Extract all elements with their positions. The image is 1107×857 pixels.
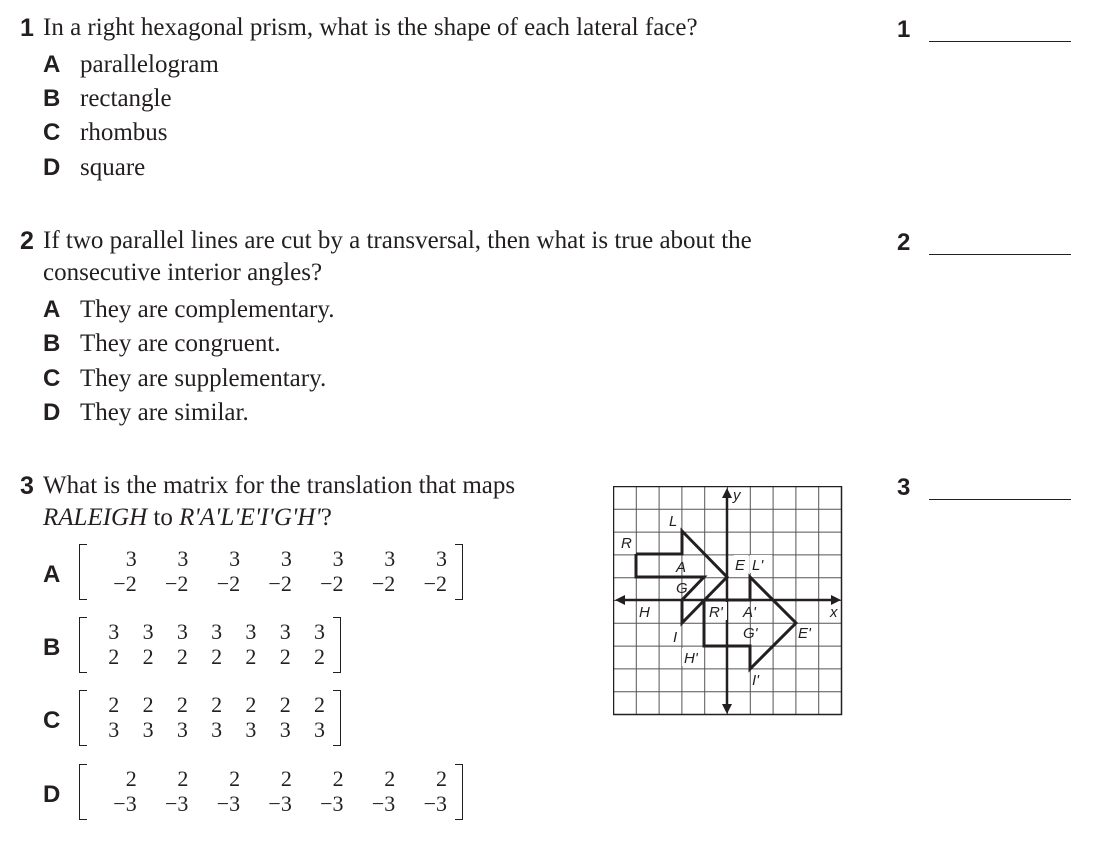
matrix-cell: 2 [384,766,396,791]
question-3-stem-line-2: RALEIGH to R'A'L'E'I'G'H'? [43,504,332,531]
q2-option-a[interactable]: A They are complementary. [43,296,335,323]
matrix-cell: 2 [245,644,257,669]
y-axis-top-arrow [722,488,732,498]
matrix-right-bracket [333,617,341,673]
matrix-cell: 2 [108,644,120,669]
label-i-prime: I' [752,672,760,689]
label-e-prime: E' [798,625,811,642]
question-2-stem-line-2: consecutive interior angles? [43,259,323,286]
label-l: L [669,513,678,530]
matrix-cell: −2 [216,571,241,596]
label-e: E [735,557,746,574]
matrix-cell: −3 [423,791,447,816]
x-axis-left-arrow [615,595,625,605]
matrix-cell: −2 [371,571,396,596]
matrix-cell: 3 [108,619,120,644]
matrix-cell: 3 [279,619,291,644]
matrix-cell: −2 [113,571,137,596]
label-h: H [639,604,650,621]
label-a: A [676,559,687,576]
matrix-left-bracket [79,544,87,600]
matrix-cell: 2 [279,692,291,717]
q2-option-d[interactable]: D They are similar. [43,399,249,426]
matrix-cell: 2 [245,692,257,717]
matrix-cell: −3 [216,791,241,816]
matrix-cell: −2 [268,571,292,596]
matrix-cell: 3 [384,546,396,571]
matrix-cell: 2 [211,692,223,717]
question-2-stem-line-1: If two parallel lines are cut by a transversal, then what is true about the [43,227,752,254]
q1-option-d[interactable]: D square [43,154,146,181]
matrix-cell: 3 [280,546,292,571]
question-number: 2 [20,227,34,255]
matrix-cell: −3 [320,791,344,816]
question-1 [20,14,34,43]
matrix-cell: 3 [332,546,344,571]
matrix-cell: −2 [320,571,344,596]
matrix-cell: 3 [125,546,137,571]
matrix-cell: 3 [176,717,188,742]
coordinate-grid-graph [613,486,843,716]
y-axis-label: y [733,487,741,504]
answer-line[interactable] [929,499,1071,500]
matrix-cell: 2 [314,644,325,669]
matrix-left-bracket [79,764,87,820]
matrix [79,764,463,820]
matrix-cell: 3 [177,546,189,571]
q2-option-c[interactable]: C They are supplementary. [43,365,327,392]
matrix-cell: 3 [314,717,325,742]
matrix-cell: −3 [113,791,137,816]
matrix-cell: 3 [229,546,241,571]
matrix-cell: 3 [279,717,291,742]
matrix-cell: 2 [211,644,223,669]
answer-line[interactable] [929,41,1071,42]
label-g: G [676,580,688,597]
matrix-cell: −3 [371,791,396,816]
label-l-prime: L' [752,557,764,574]
label-r-prime: R' [709,604,723,621]
matrix-cell: 3 [142,717,154,742]
q2-option-b[interactable]: B They are congruent. [43,330,281,357]
matrix-cell: 3 [108,717,120,742]
matrix-right-bracket [455,764,463,820]
matrix-cell: 3 [211,717,223,742]
answer-line[interactable] [929,254,1071,255]
matrix-cell: 3 [245,619,257,644]
matrix [79,544,463,600]
matrix-cell: 3 [436,546,447,571]
matrix-right-bracket [333,690,341,746]
matrix-cell: 2 [142,692,154,717]
q1-option-a[interactable]: A parallelogram [43,51,219,78]
question-number: 1 [20,14,34,42]
matrix-cell: 3 [314,619,325,644]
matrix-cell: 3 [245,717,257,742]
q1-option-c[interactable]: C rhombus [43,119,168,146]
matrix-cell: 2 [176,692,188,717]
matrix-cell: 2 [176,644,188,669]
matrix-cell: −3 [268,791,292,816]
matrix-cell: 2 [332,766,344,791]
label-a-prime: A' [743,604,756,621]
matrix-cell: 2 [177,766,189,791]
matrix-cell: 2 [142,644,154,669]
y-axis-bottom-arrow [722,704,732,714]
x-axis-label: x [830,604,838,621]
matrix [79,690,341,746]
question-1-stem: In a right hexagonal prism, what is the shape of each lateral face? [43,14,698,41]
label-h-prime: H' [684,650,698,667]
question-number: 3 [20,472,34,500]
matrix-cell: −2 [423,571,447,596]
matrix-cell: 3 [142,619,154,644]
matrix-cell: 2 [108,692,120,717]
matrix-cell: 2 [280,766,292,791]
q1-option-b[interactable]: B rectangle [43,85,172,112]
matrix [79,617,341,673]
matrix-cell: 2 [125,766,137,791]
matrix-cell: −3 [165,791,189,816]
matrix-cell: 3 [211,619,223,644]
matrix-cell: 2 [314,692,325,717]
matrix-cell: −2 [165,571,189,596]
question-3-stem-line-1: What is the matrix for the translation that maps [43,472,516,499]
label-r: R [621,535,632,552]
matrix-cell: 2 [229,766,241,791]
label-g-prime: G' [743,625,758,642]
matrix-right-bracket [455,544,463,600]
matrix-cell: 3 [176,619,188,644]
matrix-cell: 2 [279,644,291,669]
question-2 [20,227,34,256]
label-i: I [673,629,678,646]
question-3 [20,472,34,501]
matrix-cell: 2 [436,766,447,791]
